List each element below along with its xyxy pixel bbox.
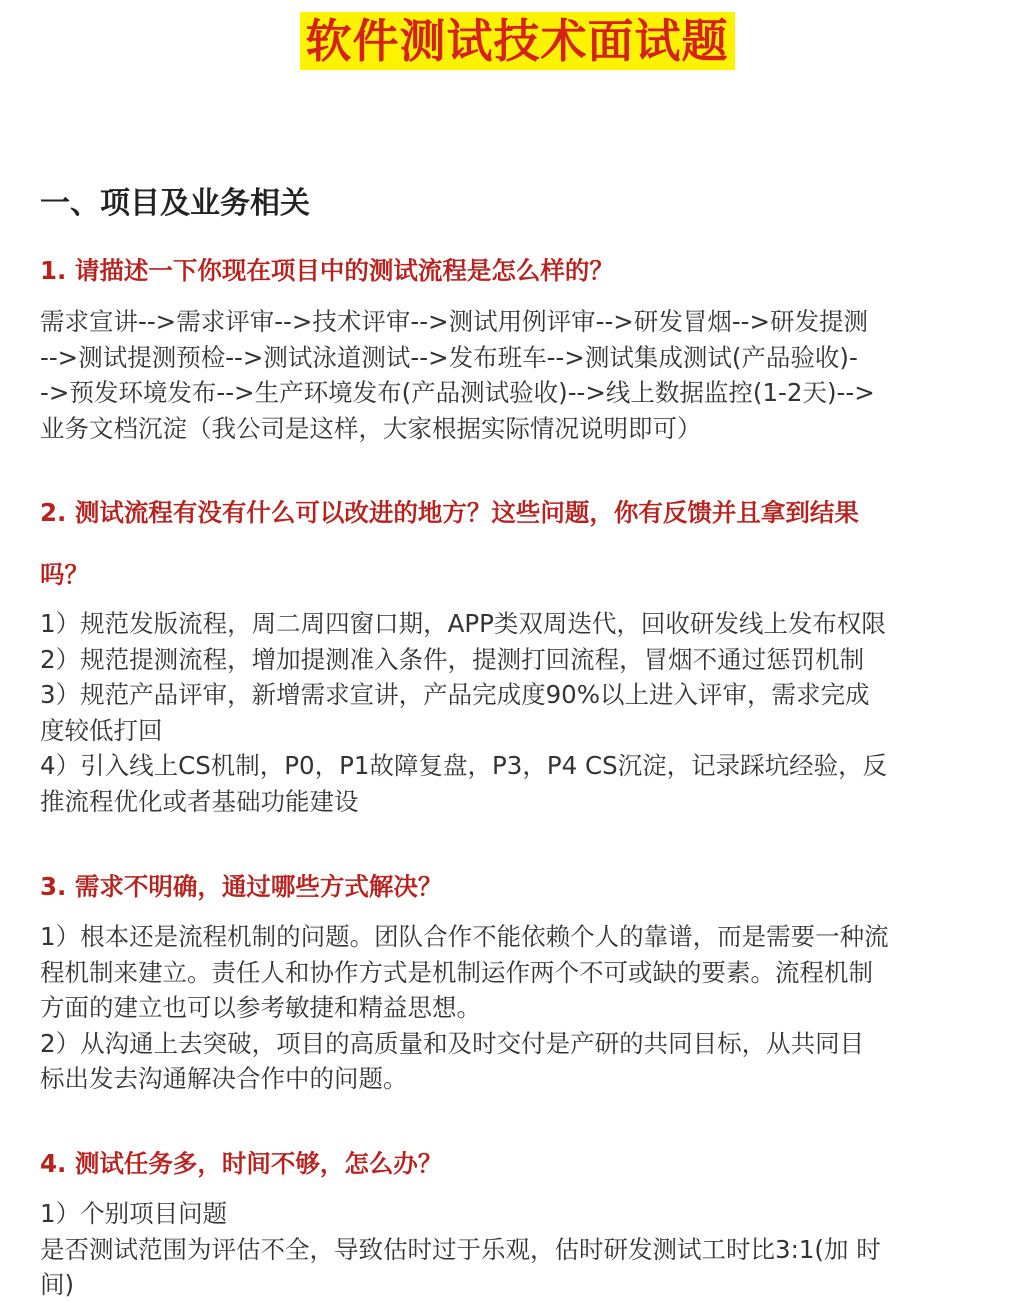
answer-line: 需求宣讲-->需求评审-->技术评审-->测试用例评审-->研发冒烟-->研发提测 [40,307,869,336]
question-2-continued: 吗？ [40,560,89,589]
answer-line: ->预发环境发布-->生产环境发布(产品测试验收)-->线上数据监控(1-2天)--> [40,378,875,407]
answer-line: 3）规范产品评审，新增需求宣讲，产品完成度90%以上进入评审，需求完成 [40,680,870,709]
title-wrap [0,12,1034,70]
answer-line: 标出发去沟通解决合作中的问题。 [40,1064,408,1093]
answer-line: 方面的建立也可以参考敏捷和精益思想。 [40,993,481,1022]
answer-line: 度较低打回 [40,715,163,745]
answer-line: 4）引入线上CS机制，P0，P1故障复盘，P3，P4 CS沉淀，记录踩坑经验，反 [40,751,888,780]
answer-line: 程机制来建立。责任人和协作方式是机制运作两个不可或缺的要素。流程机制 [40,957,873,987]
answer-line: 是否测试范围为评估不全，导致估时过于乐观，估时研发测试工时比3:1(加 时 [40,1234,881,1264]
answer-line: 业务文档沉淀（我公司是这样，大家根据实际情况说明即可） [40,413,702,443]
question-2: 2. 测试流程有没有什么可以改进的地方？这些问题，你有反馈并且拿到结果 [40,498,859,527]
answer-line: 1）规范发版流程，周二周四窗口期，APP类双周迭代，回收研发线上发布权限 [40,609,886,638]
answer-line: 2）规范提测流程，增加提测准入条件，提测打回流程，冒烟不通过惩罚机制 [40,644,865,674]
answer-line: -->测试提测预检-->测试泳道测试-->发布班车-->测试集成测试(产品验收)- [40,342,858,372]
answer-line: 1）根本还是流程机制的问题。团队合作不能依赖个人的靠谱，而是需要一种流 [40,922,889,951]
answer-2 [40,606,1000,819]
page-title: 软件测试技术面试题 [300,12,735,70]
question-3: 3. 需求不明确，通过哪些方式解决？ [40,872,443,901]
answer-3 [40,919,1000,1097]
section-heading: 一、项目及业务相关 [40,186,310,221]
answer-line: 1）个别项目问题 [40,1199,228,1228]
answer-line: 间) [40,1270,75,1299]
answer-line: 2）从沟通上去突破，项目的高质量和及时交付是产研的共同目标，从共同目 [40,1028,865,1058]
question-4: 4. 测试任务多，时间不够，怎么办？ [40,1149,443,1178]
answer-line: 推流程优化或者基础功能建设 [40,786,359,816]
answer-1 [40,304,1000,446]
question-1: 1. 请描述一下你现在项目中的测试流程是怎么样的？ [40,256,614,285]
